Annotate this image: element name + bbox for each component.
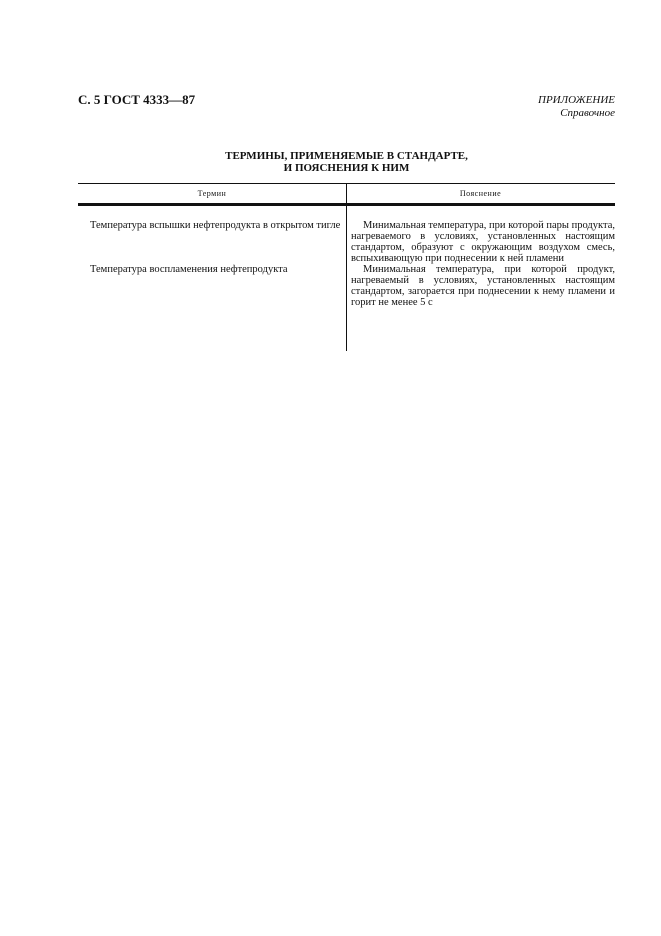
page-header: С. 5 ГОСТ 4333—87: [78, 92, 196, 107]
column-header-term: Термин: [197, 189, 227, 198]
column-divider: [346, 183, 347, 351]
term-cell: Температура воспламенения нефтепродукта: [90, 264, 288, 275]
terms-table: [78, 183, 615, 308]
explanation-cell: Минимальная температура, при которой продукт, нагреваемый в условиях, установленных настоящим стандартом, загорается при поднесении к нему пламени и горит не менее 5 с: [351, 264, 615, 308]
title-line-2: И ПОЯСНЕНИЯ К НИМ: [283, 162, 410, 174]
title-line-1: ТЕРМИНЫ, ПРИМЕНЯЕМЫЕ В СТАНДАРТЕ,: [225, 150, 468, 162]
appendix-label: [538, 94, 615, 120]
appendix-title: ПРИЛОЖЕНИЕ: [538, 94, 615, 106]
section-title: [78, 150, 615, 174]
column-header-explanation: Пояснение: [459, 189, 502, 198]
appendix-type: Справочное: [560, 107, 615, 119]
explanation-cell: Минимальная температура, при которой пары продукта, нагреваемого в условиях, установленных настоящим стандартом, образуют с окружающим воздухом смесь, вспыхивающую при поднесении к ней пламени: [351, 220, 615, 264]
term-cell: Температура вспышки нефтепродукта в открытом тигле: [90, 220, 341, 231]
